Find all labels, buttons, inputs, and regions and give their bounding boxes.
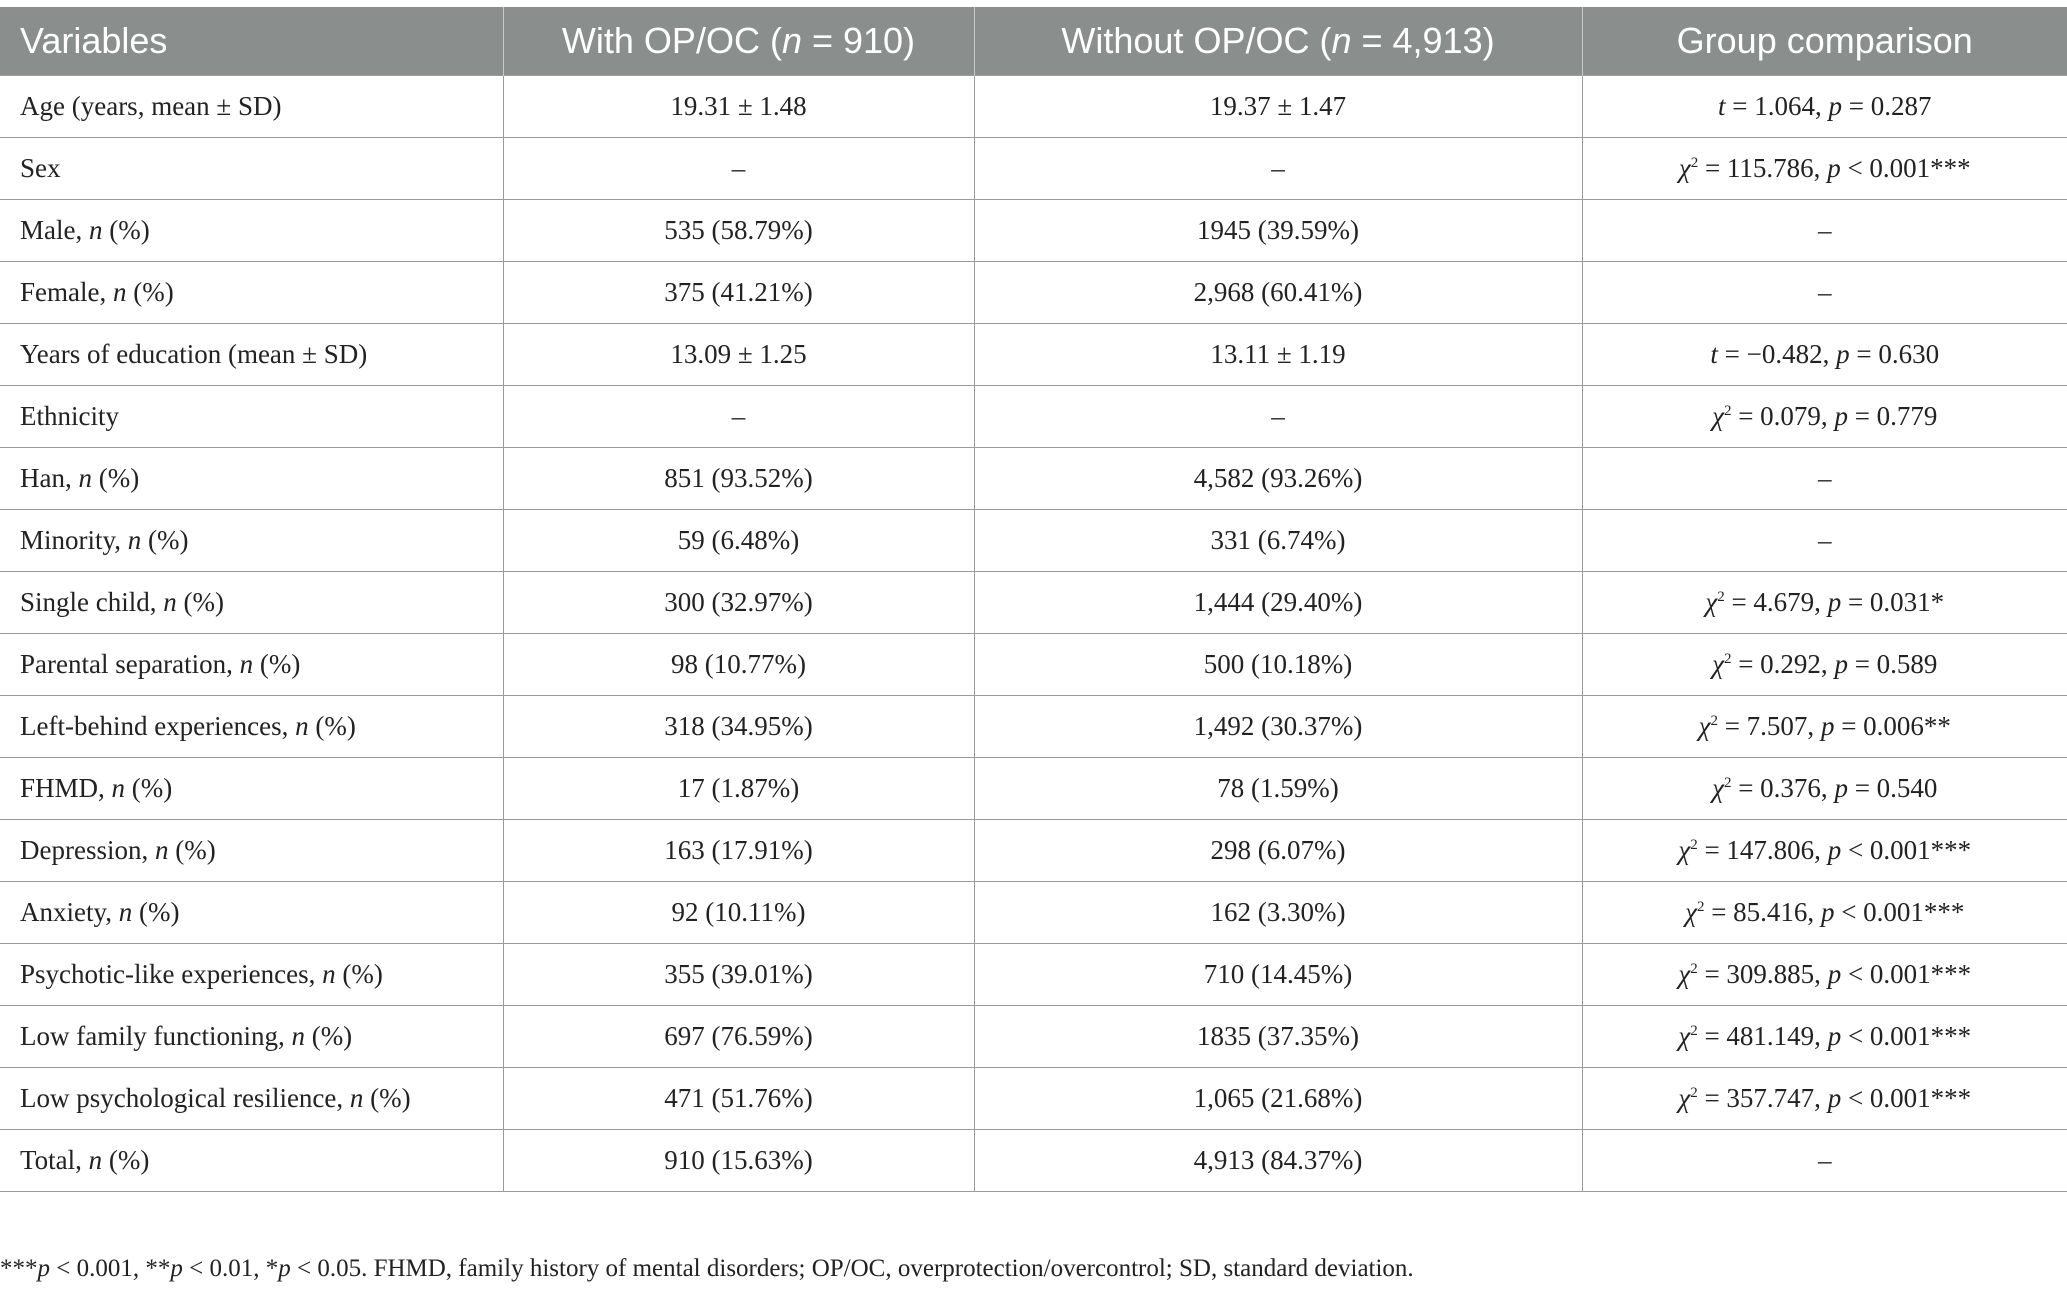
table-row [0, 262, 2067, 324]
variable-cell: Minority, n (%) [0, 510, 503, 572]
group-comparison-cell: – [1582, 1130, 2067, 1192]
with-opoc-cell: 163 (17.91%) [503, 820, 974, 882]
variable-cell: Sex [0, 138, 503, 200]
with-opoc-cell: 471 (51.76%) [503, 1068, 974, 1130]
header-group-comparison: Group comparison [1582, 7, 2067, 76]
without-opoc-cell: 19.37 ± 1.47 [974, 76, 1582, 138]
without-opoc-cell: 4,582 (93.26%) [974, 448, 1582, 510]
variable-cell: Age (years, mean ± SD) [0, 76, 503, 138]
without-opoc-cell: 78 (1.59%) [974, 758, 1582, 820]
table-row [0, 448, 2067, 510]
with-opoc-cell: 300 (32.97%) [503, 572, 974, 634]
variable-cell: Low psychological resilience, n (%) [0, 1068, 503, 1130]
group-comparison-cell: $\chi^2 = 115.786$, p < 0.001*** [1582, 138, 2067, 200]
variable-cell: Ethnicity [0, 386, 503, 448]
table-row [0, 758, 2067, 820]
group-comparison-cell: $\chi^2 = 309.885$, p < 0.001*** [1582, 944, 2067, 1006]
table-row [0, 386, 2067, 448]
variable-cell: Depression, n (%) [0, 820, 503, 882]
header-variables: Variables [0, 7, 503, 76]
demographics-table [0, 7, 2067, 1192]
group-comparison-cell: – [1582, 448, 2067, 510]
variable-cell: Years of education (mean ± SD) [0, 324, 503, 386]
group-comparison-cell: $\chi^2 = 357.747$, p < 0.001*** [1582, 1068, 2067, 1130]
with-opoc-cell: – [503, 138, 974, 200]
with-opoc-cell: 92 (10.11%) [503, 882, 974, 944]
group-comparison-cell: $\chi^2 = 0.292$, p = 0.589 [1582, 634, 2067, 696]
table-row [0, 510, 2067, 572]
without-opoc-cell: 4,913 (84.37%) [974, 1130, 1582, 1192]
table-footnote: ***p < 0.001, **p < 0.01, *p < 0.05. FHMD, family history of mental disorders; OP/OC, overprotection/overcontrol; SD, standard deviation. [0, 1255, 1414, 1282]
group-comparison-cell: $\chi^2 = 0.376$, p = 0.540 [1582, 758, 2067, 820]
group-comparison-cell: t = 1.064, p = 0.287 [1582, 76, 2067, 138]
with-opoc-cell: 535 (58.79%) [503, 200, 974, 262]
without-opoc-cell: 162 (3.30%) [974, 882, 1582, 944]
without-opoc-cell: 1,492 (30.37%) [974, 696, 1582, 758]
variable-cell: Male, n (%) [0, 200, 503, 262]
table-row [0, 1006, 2067, 1068]
with-opoc-cell: 697 (76.59%) [503, 1006, 974, 1068]
table-row [0, 1068, 2067, 1130]
table-row [0, 634, 2067, 696]
variable-cell: Total, n (%) [0, 1130, 503, 1192]
without-opoc-cell: 1,065 (21.68%) [974, 1068, 1582, 1130]
variable-cell: Low family functioning, n (%) [0, 1006, 503, 1068]
with-opoc-cell: 851 (93.52%) [503, 448, 974, 510]
group-comparison-cell: $\chi^2 = 85.416$, p < 0.001*** [1582, 882, 2067, 944]
table-row [0, 820, 2067, 882]
header-row [0, 7, 2067, 76]
variable-cell: Parental separation, n (%) [0, 634, 503, 696]
table-body [0, 76, 2067, 1192]
group-comparison-cell: – [1582, 510, 2067, 572]
table-row [0, 572, 2067, 634]
header-without-opoc: Without OP/OC (n = 4,913) [974, 7, 1582, 76]
without-opoc-cell: – [974, 138, 1582, 200]
table-row [0, 324, 2067, 386]
with-opoc-cell: – [503, 386, 974, 448]
with-opoc-cell: 17 (1.87%) [503, 758, 974, 820]
without-opoc-cell: 13.11 ± 1.19 [974, 324, 1582, 386]
with-opoc-cell: 19.31 ± 1.48 [503, 76, 974, 138]
variable-cell: Anxiety, n (%) [0, 882, 503, 944]
without-opoc-cell: 1,444 (29.40%) [974, 572, 1582, 634]
table-row [0, 200, 2067, 262]
group-comparison-cell: $\chi^2 = 7.507$, p = 0.006** [1582, 696, 2067, 758]
table-row [0, 944, 2067, 1006]
without-opoc-cell: 500 (10.18%) [974, 634, 1582, 696]
table-row [0, 76, 2067, 138]
variable-cell: Han, n (%) [0, 448, 503, 510]
variable-cell: Psychotic-like experiences, n (%) [0, 944, 503, 1006]
header-with-opoc: With OP/OC (n = 910) [503, 7, 974, 76]
table-row [0, 882, 2067, 944]
group-comparison-cell: – [1582, 262, 2067, 324]
without-opoc-cell: 710 (14.45%) [974, 944, 1582, 1006]
group-comparison-cell: t = −0.482, p = 0.630 [1582, 324, 2067, 386]
with-opoc-cell: 98 (10.77%) [503, 634, 974, 696]
table-row [0, 696, 2067, 758]
without-opoc-cell: 1835 (37.35%) [974, 1006, 1582, 1068]
variable-cell: Single child, n (%) [0, 572, 503, 634]
table-row [0, 1130, 2067, 1192]
without-opoc-cell: 331 (6.74%) [974, 510, 1582, 572]
without-opoc-cell: 2,968 (60.41%) [974, 262, 1582, 324]
with-opoc-cell: 910 (15.63%) [503, 1130, 974, 1192]
group-comparison-cell: $\chi^2 = 481.149$, p < 0.001*** [1582, 1006, 2067, 1068]
group-comparison-cell: $\chi^2 = 0.079$, p = 0.779 [1582, 386, 2067, 448]
variable-cell: Left-behind experiences, n (%) [0, 696, 503, 758]
without-opoc-cell: 298 (6.07%) [974, 820, 1582, 882]
table-row [0, 138, 2067, 200]
with-opoc-cell: 318 (34.95%) [503, 696, 974, 758]
group-comparison-cell: $\chi^2 = 4.679$, p = 0.031* [1582, 572, 2067, 634]
with-opoc-cell: 13.09 ± 1.25 [503, 324, 974, 386]
variable-cell: Female, n (%) [0, 262, 503, 324]
variable-cell: FHMD, n (%) [0, 758, 503, 820]
without-opoc-cell: – [974, 386, 1582, 448]
with-opoc-cell: 375 (41.21%) [503, 262, 974, 324]
group-comparison-cell: – [1582, 200, 2067, 262]
group-comparison-cell: $\chi^2 = 147.806$, p < 0.001*** [1582, 820, 2067, 882]
with-opoc-cell: 355 (39.01%) [503, 944, 974, 1006]
with-opoc-cell: 59 (6.48%) [503, 510, 974, 572]
without-opoc-cell: 1945 (39.59%) [974, 200, 1582, 262]
